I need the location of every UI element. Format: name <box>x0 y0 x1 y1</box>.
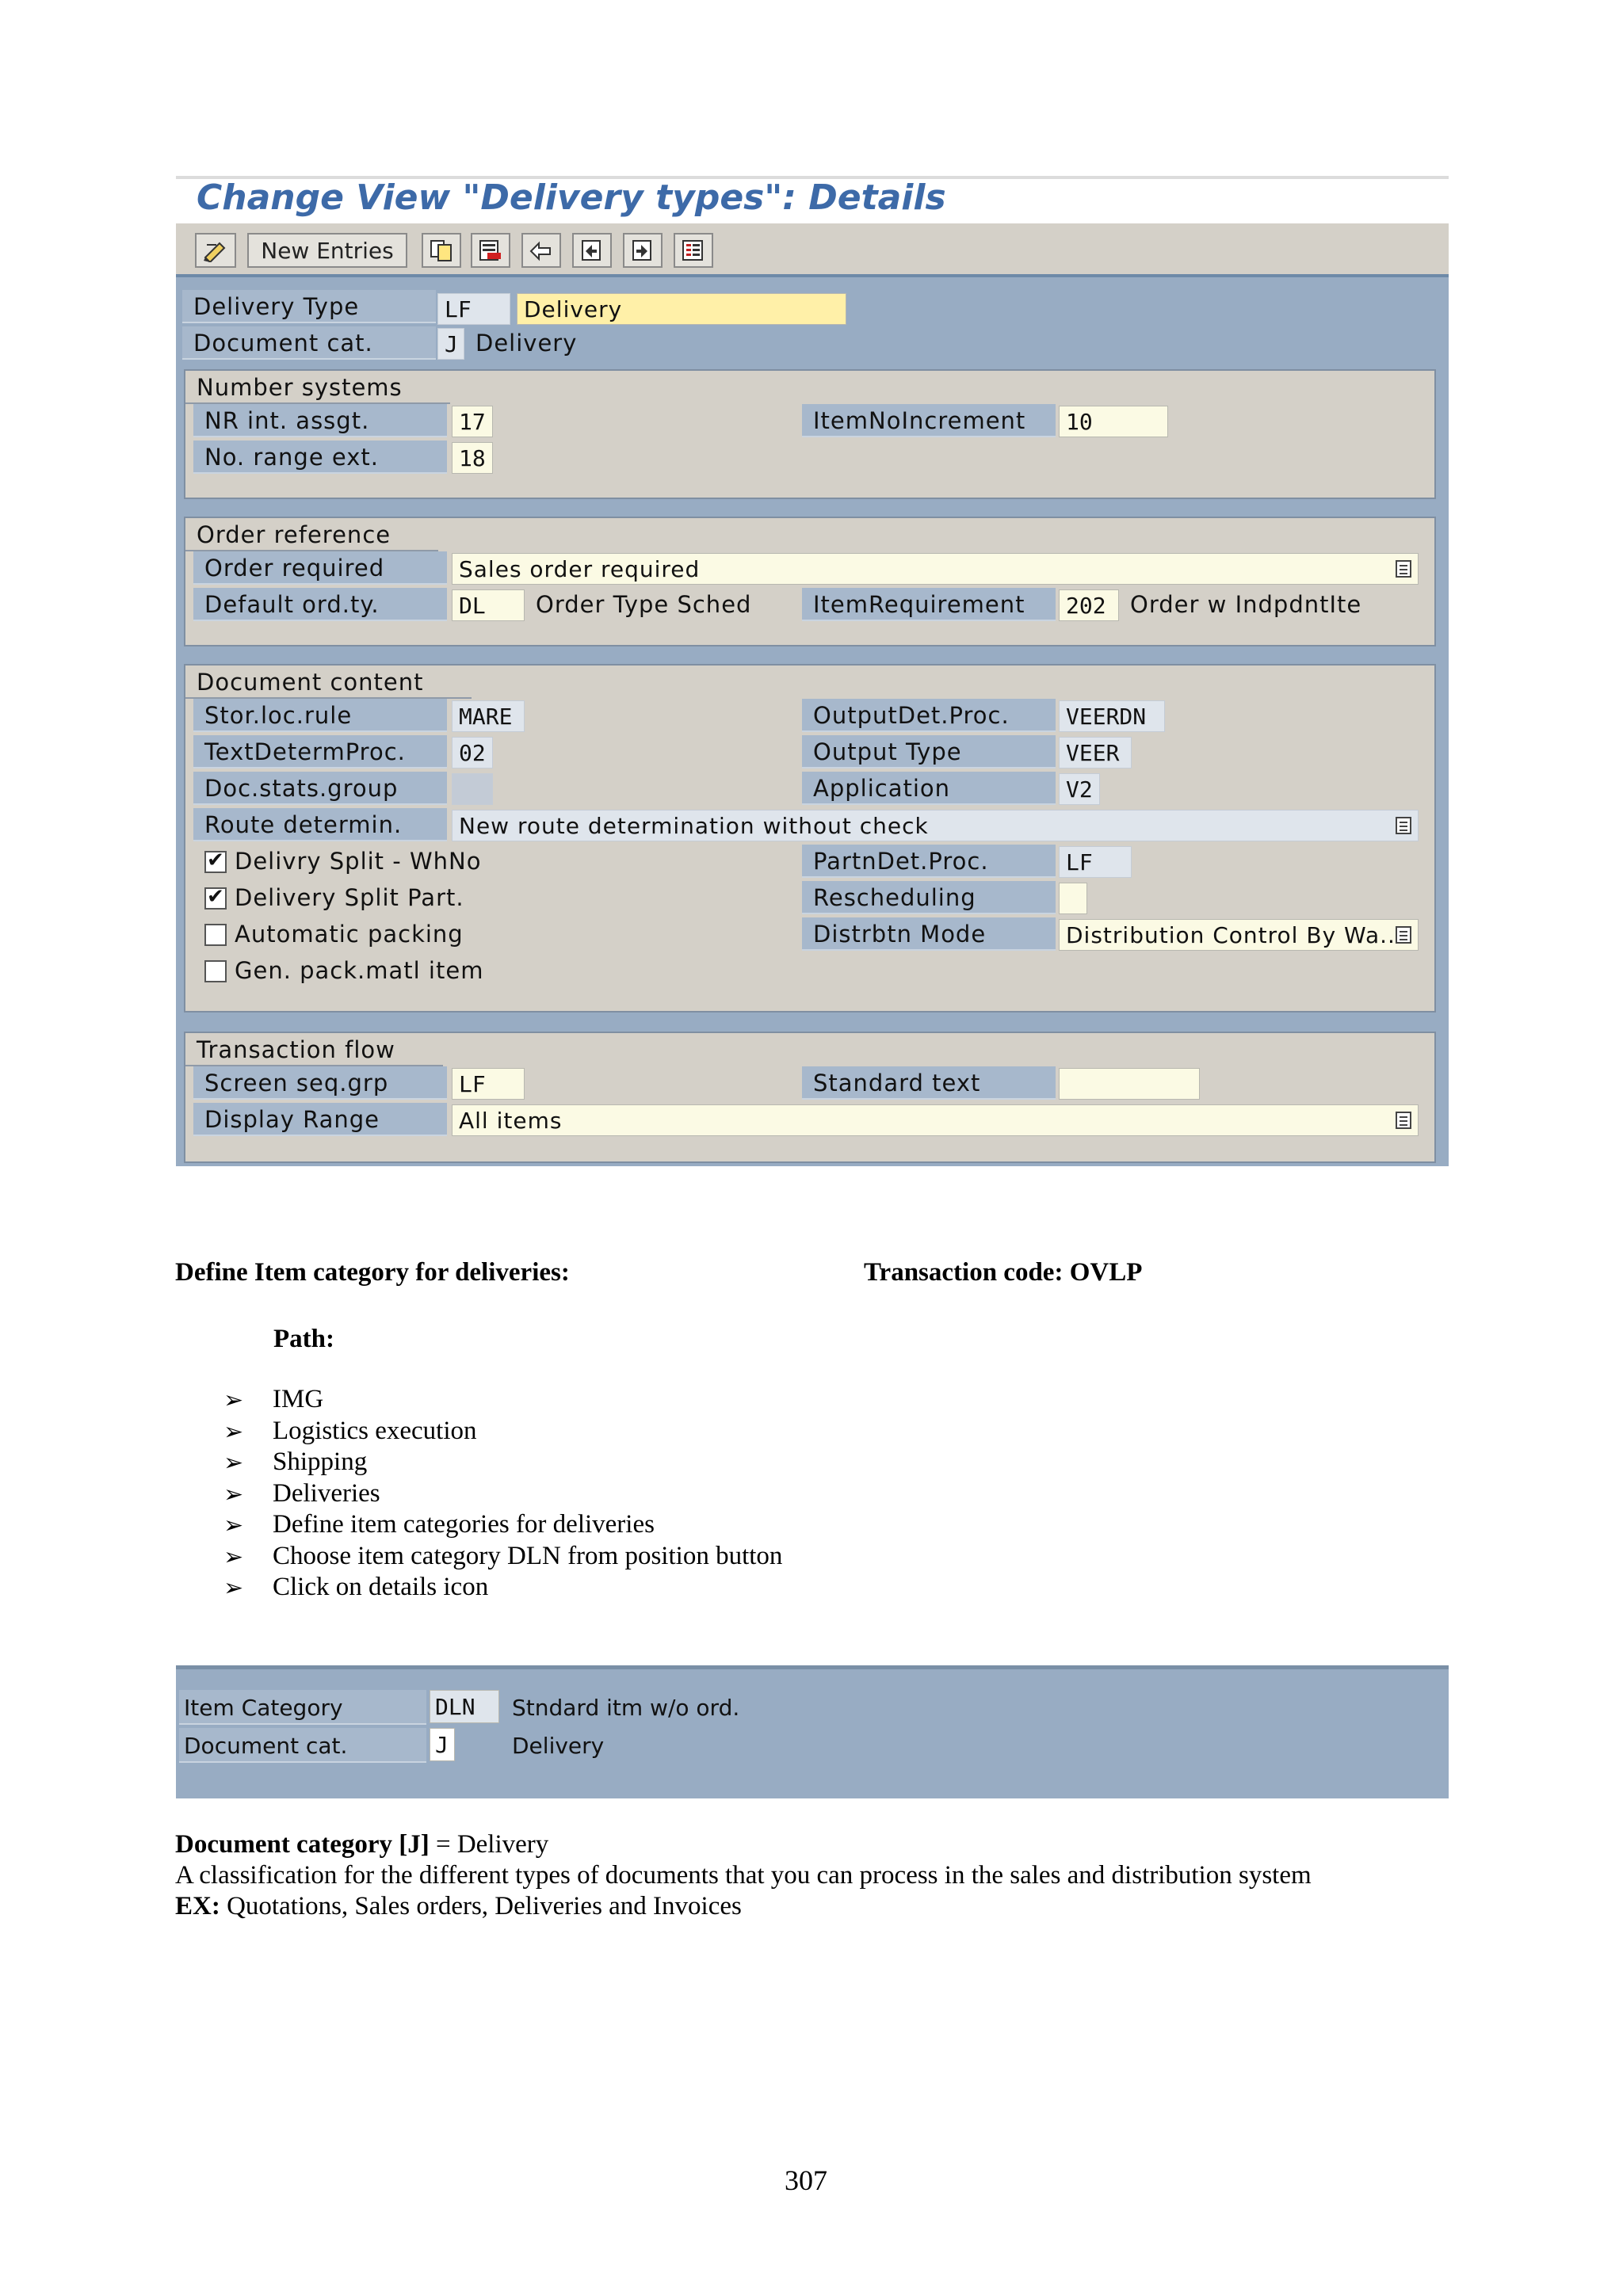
application-toolbar <box>176 223 1449 277</box>
doc-category-term: Document category [J] <box>175 1830 430 1859</box>
default-ord-ty-text: Order Type Sched <box>536 591 752 618</box>
item-requirement-text: Order w IndpdntIte <box>1130 591 1362 618</box>
delivery-split-part-checkbox[interactable] <box>204 887 227 910</box>
bullet-arrow-icon: ➢ <box>223 1481 244 1508</box>
item-category-screen <box>176 1665 1449 1798</box>
document-cat-text-2: Delivery <box>512 1733 605 1759</box>
delivery-type-label: Delivery Type <box>182 290 436 323</box>
list-item: Logistics execution <box>273 1417 477 1445</box>
default-ord-ty-field[interactable]: DL <box>452 589 525 621</box>
order-required-value: Sales order required <box>459 556 701 582</box>
item-category-label: Item Category <box>179 1690 426 1725</box>
distrbtn-mode-select[interactable] <box>1059 919 1419 951</box>
list-item: Click on details icon <box>273 1573 489 1601</box>
document-cat-field-2: J <box>430 1728 455 1761</box>
table-view-icon <box>681 238 706 262</box>
bullet-arrow-icon: ➢ <box>223 1512 244 1539</box>
order-required-label: Order required <box>193 551 447 585</box>
delete-button[interactable] <box>471 233 510 268</box>
undo-icon <box>528 238 555 262</box>
route-determin-label: Route determin. <box>193 808 447 841</box>
examples-text: Quotations, Sales orders, Deliveries and Invoices <box>220 1892 742 1920</box>
bullet-arrow-icon: ➢ <box>223 1449 244 1477</box>
transaction-flow-group <box>184 1032 1436 1163</box>
path-label: Path: <box>273 1325 334 1353</box>
gen-pack-matl-item-label: Gen. pack.matl item <box>235 957 484 984</box>
next-entry-icon <box>630 238 655 262</box>
list-item: Choose item category DLN from position button <box>273 1542 783 1570</box>
output-det-proc-label: OutputDet.Proc. <box>802 699 1056 732</box>
partn-det-proc-label: PartnDet.Proc. <box>802 845 1056 878</box>
nr-int-assgt-field[interactable]: 17 <box>452 406 493 437</box>
item-category-text: Stndard itm w/o ord. <box>512 1695 740 1721</box>
rescheduling-field[interactable] <box>1059 883 1087 914</box>
delivery-split-whno-label: Delivry Split - WhNo <box>235 848 482 875</box>
next-entry-button[interactable] <box>623 233 663 268</box>
document-cat-field: J <box>437 328 464 360</box>
transaction-flow-title: Transaction flow <box>185 1033 443 1066</box>
rescheduling-label: Rescheduling <box>802 881 1056 914</box>
screen-seq-grp-field[interactable]: LF <box>452 1068 525 1100</box>
bullet-arrow-icon: ➢ <box>223 1386 244 1414</box>
dropdown-list-icon[interactable] <box>1396 926 1411 944</box>
list-item: Define item categories for deliveries <box>273 1510 655 1539</box>
document-content-title: Document content <box>185 666 472 699</box>
number-systems-title: Number systems <box>185 371 450 404</box>
text-determ-proc-label: TextDetermProc. <box>193 735 447 769</box>
edit-button[interactable] <box>195 233 236 268</box>
bullet-arrow-icon: ➢ <box>223 1418 244 1446</box>
new-entries-button[interactable]: New Entries <box>247 233 407 268</box>
document-cat-text: Delivery <box>475 330 578 357</box>
standard-text-label: Standard text <box>802 1066 1056 1100</box>
screen-body <box>176 277 1449 1166</box>
distrbtn-mode-label: Distrbtn Mode <box>802 917 1056 951</box>
default-ord-ty-label: Default ord.ty. <box>193 588 447 621</box>
dropdown-list-icon[interactable] <box>1396 817 1411 834</box>
list-item: Deliveries <box>273 1479 380 1508</box>
display-range-label: Display Range <box>193 1103 447 1136</box>
dropdown-list-icon[interactable] <box>1396 1112 1411 1129</box>
previous-entry-icon <box>579 238 605 262</box>
delivery-type-description-field[interactable]: Delivery <box>517 293 846 325</box>
document-cat-label-2: Document cat. <box>179 1728 426 1763</box>
application-label: Application <box>802 772 1056 805</box>
doc-stats-group-label: Doc.stats.group <box>193 772 447 805</box>
delivery-split-part-label: Delivery Split Part. <box>235 884 464 911</box>
delivery-split-whno-checkbox[interactable] <box>204 851 227 873</box>
automatic-packing-label: Automatic packing <box>235 921 464 948</box>
bullet-arrow-icon: ➢ <box>223 1543 244 1571</box>
copy-icon <box>429 238 454 262</box>
classification-text: A classification for the different types of documents that you can process in the sales and distribution system <box>175 1861 1312 1890</box>
automatic-packing-checkbox[interactable] <box>204 924 227 946</box>
nr-int-assgt-label: NR int. assgt. <box>193 404 447 437</box>
no-range-ext-field[interactable]: 18 <box>452 442 493 474</box>
text-determ-proc-field[interactable]: 02 <box>452 737 493 769</box>
delivery-type-code-field[interactable]: LF <box>437 293 510 325</box>
doc-category-meaning: = Delivery <box>429 1830 549 1859</box>
doc-stats-group-field[interactable] <box>452 773 493 805</box>
order-reference-group <box>184 517 1436 646</box>
number-systems-group <box>184 369 1436 499</box>
item-category-field[interactable]: DLN <box>430 1690 499 1723</box>
output-type-label: Output Type <box>802 735 1056 769</box>
standard-text-field[interactable] <box>1059 1068 1200 1100</box>
examples-term: EX: <box>175 1892 220 1920</box>
previous-entry-button[interactable] <box>572 233 612 268</box>
examples-line <box>175 1892 742 1921</box>
bullet-arrow-icon: ➢ <box>223 1574 244 1602</box>
list-item: IMG <box>273 1385 324 1413</box>
screen-title: Change View "Delivery types": Details <box>197 177 946 218</box>
screen-seq-grp-label: Screen seq.grp <box>193 1066 447 1100</box>
route-determin-select[interactable] <box>452 810 1419 841</box>
item-requirement-label: ItemRequirement <box>802 588 1056 621</box>
distrbtn-mode-value: Distribution Control By Wa.. <box>1066 922 1396 948</box>
route-determin-value: New route determination without check <box>459 813 929 839</box>
page-number: 307 <box>785 2164 827 2196</box>
order-required-select[interactable] <box>452 553 1419 585</box>
partn-det-proc-field[interactable]: LF <box>1059 846 1132 878</box>
item-no-increment-field[interactable]: 10 <box>1059 406 1168 437</box>
list-item: Shipping <box>273 1447 368 1476</box>
stor-loc-rule-field[interactable]: MARE <box>452 700 525 732</box>
doc-category-line <box>175 1830 548 1859</box>
output-det-proc-field[interactable]: VEERDN <box>1059 700 1165 732</box>
no-range-ext-label: No. range ext. <box>193 441 447 474</box>
display-range-select[interactable] <box>452 1104 1419 1136</box>
delivery-types-screen <box>176 176 1449 1166</box>
document-content-group <box>184 664 1436 1013</box>
edit-icon <box>202 238 229 262</box>
item-requirement-field[interactable]: 202 <box>1059 589 1119 621</box>
delete-icon <box>478 238 503 262</box>
dropdown-list-icon[interactable] <box>1396 560 1411 578</box>
transaction-code-heading: Transaction code: OVLP <box>864 1258 1143 1287</box>
copy-button[interactable] <box>422 233 461 268</box>
application-field[interactable]: V2 <box>1059 773 1100 805</box>
display-range-value: All items <box>459 1108 563 1134</box>
document-cat-label: Document cat. <box>182 326 436 360</box>
order-reference-title: Order reference <box>185 518 438 551</box>
gen-pack-matl-item-checkbox[interactable] <box>204 960 227 982</box>
table-view-button[interactable] <box>674 233 713 268</box>
section-heading: Define Item category for deliveries: <box>175 1258 570 1287</box>
item-no-increment-label: ItemNoIncrement <box>802 404 1056 437</box>
output-type-field[interactable]: VEER <box>1059 737 1132 769</box>
stor-loc-rule-label: Stor.loc.rule <box>193 699 447 732</box>
undo-button[interactable] <box>521 233 561 268</box>
